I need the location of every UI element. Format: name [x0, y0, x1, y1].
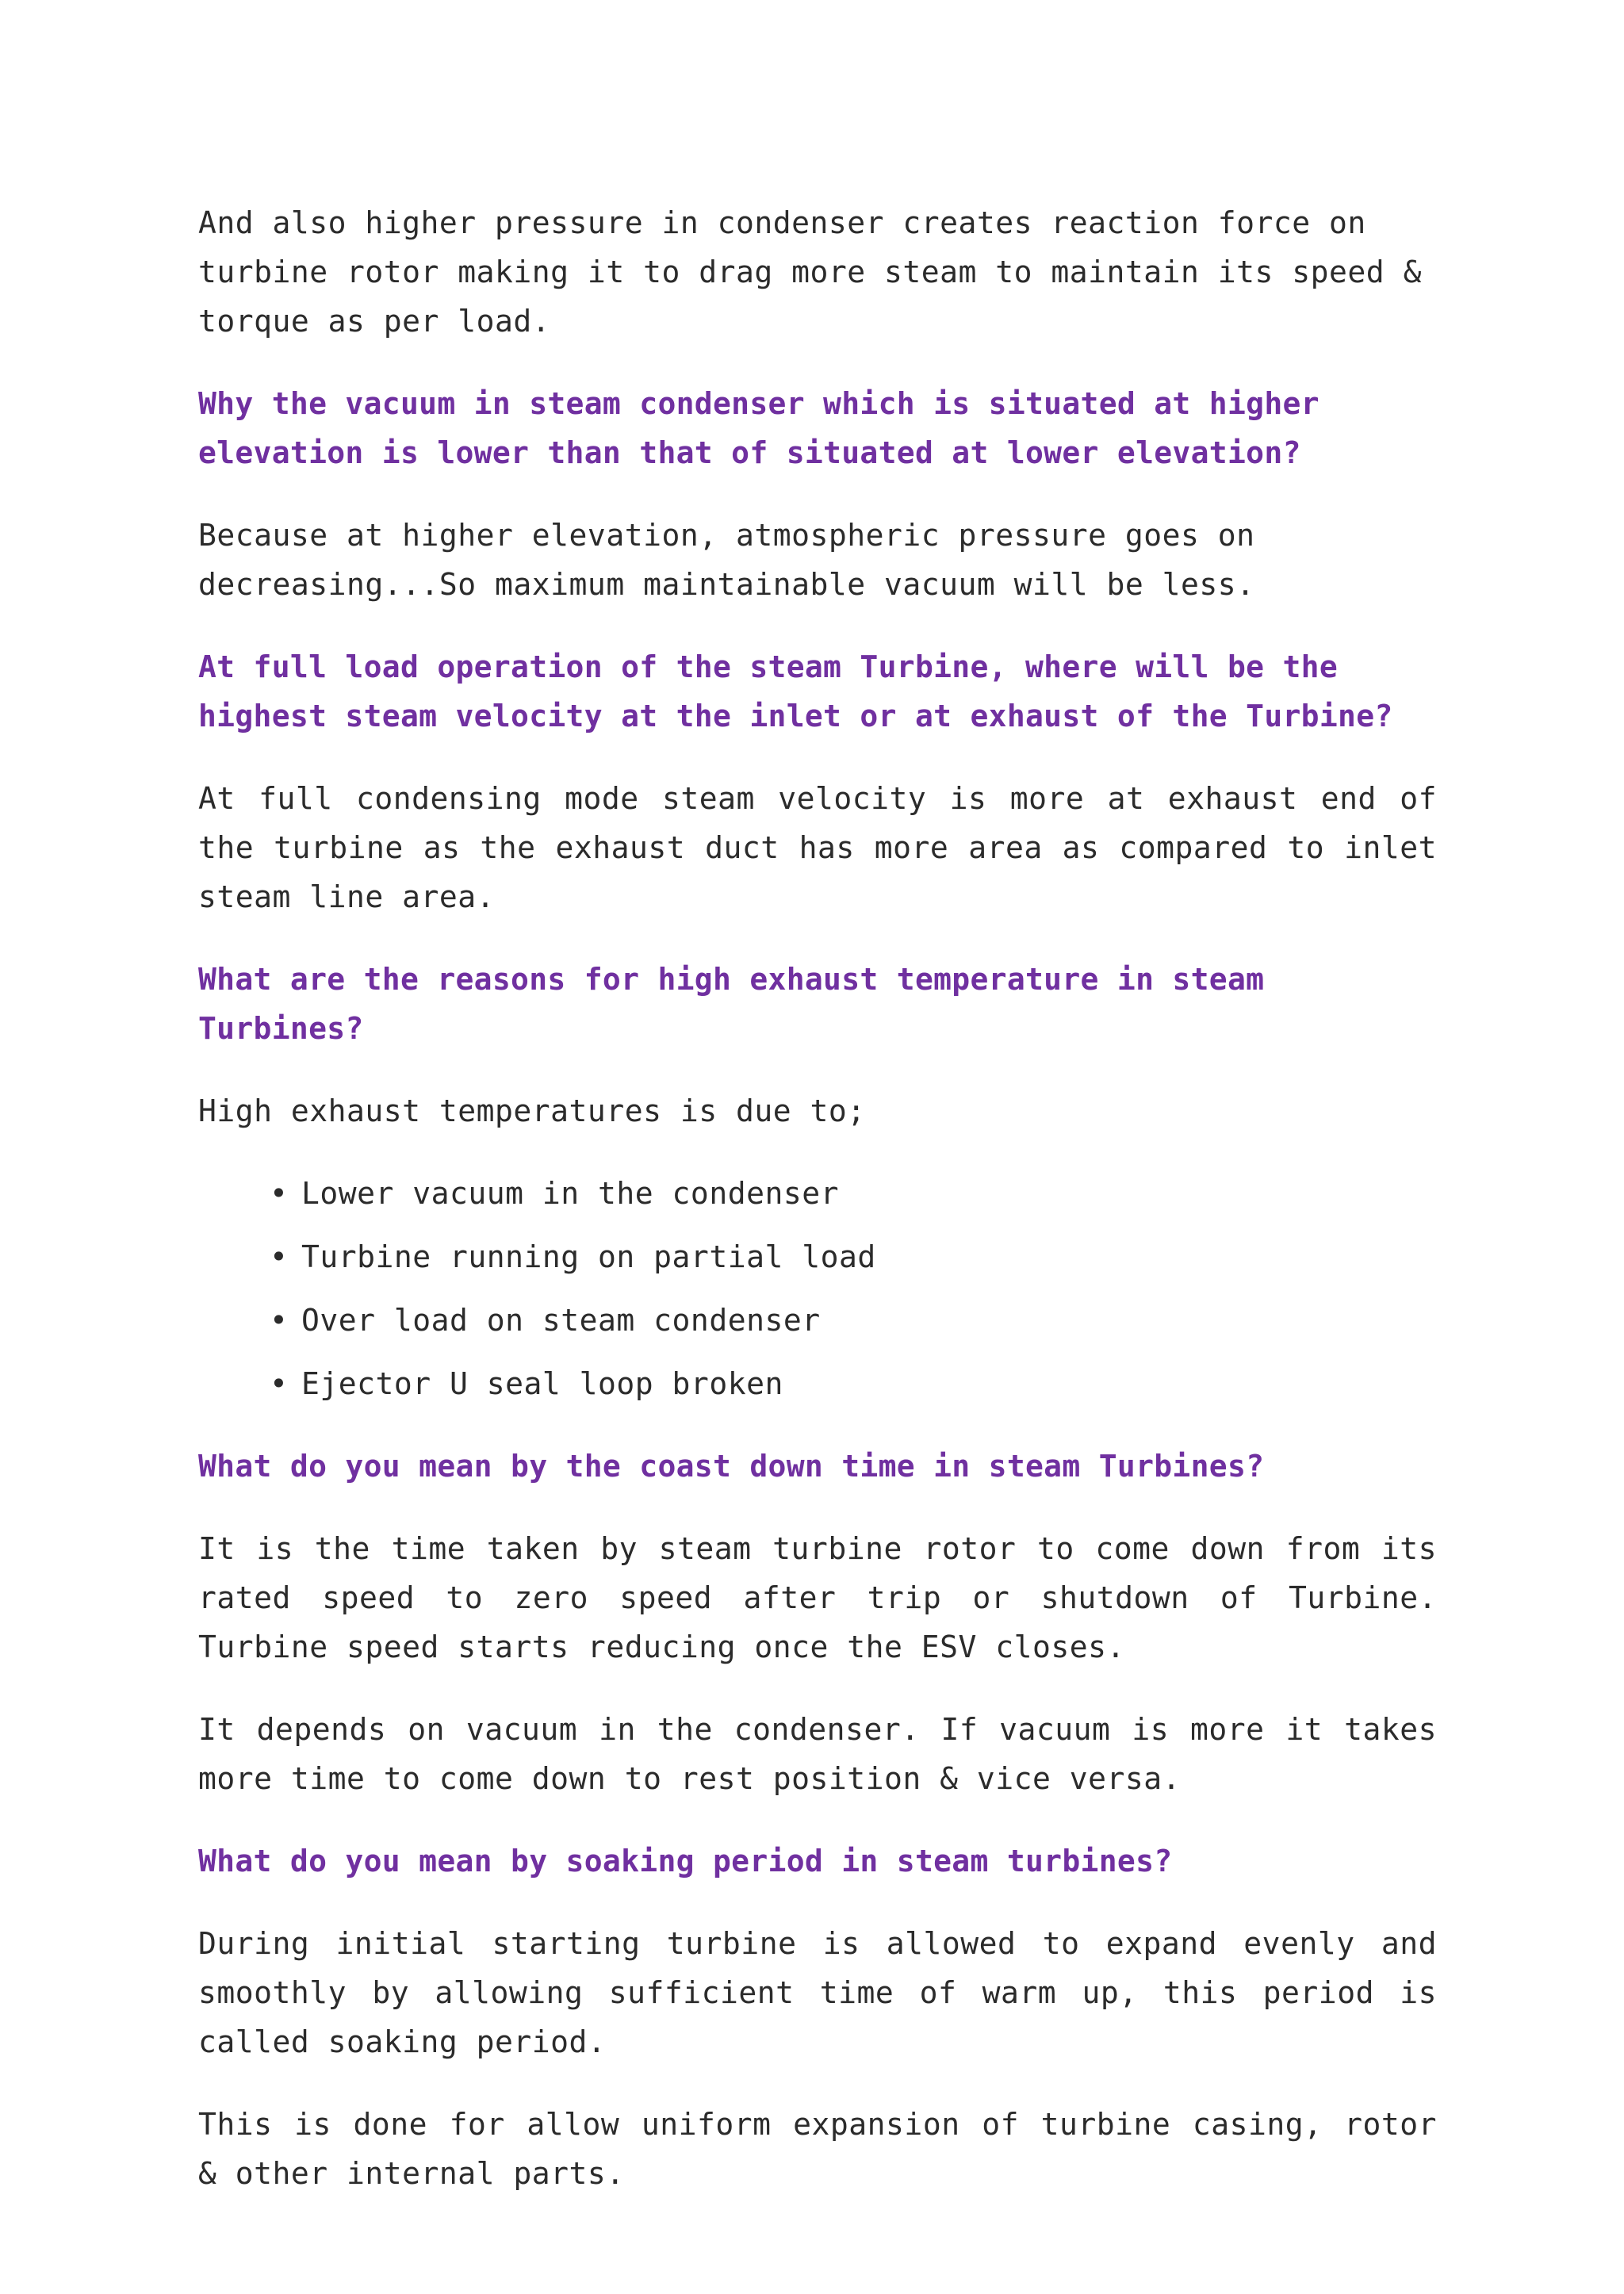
paragraph-condenser-pressure: And also higher pressure in condenser creates reaction force on turbine rotor making it to drag more steam to maintain its speed & torque as per load.: [198, 205, 1422, 339]
list-item: [270, 1359, 1437, 1408]
paragraph-soaking-purpose: This is done for allow uniform expansion of turbine casing, rotor & other internal parts.: [198, 2107, 1437, 2191]
paragraph-soaking-definition: During initial starting turbine is allowed to expand evenly and smoothly by allowing sufficient time of warm up, this period is called soaking period.: [198, 1926, 1437, 2059]
bullet-icon: •: [270, 1366, 289, 1401]
paragraph-coast-down-definition: It is the time taken by steam turbine rotor to come down from its rated speed to zero speed after trip or shutdown of Turbine. Turbine speed starts reducing once the ESV closes.: [198, 1531, 1437, 1664]
question-heading-soaking-period: What do you mean by soaking period in steam turbines?: [198, 1844, 1173, 1878]
bullet-icon: •: [270, 1303, 289, 1338]
paragraph-coast-down-vacuum: It depends on vacuum in the condenser. If vacuum is more it takes more time to come down to rest position & vice versa.: [198, 1712, 1437, 1796]
list-item-text: Ejector U seal loop broken: [301, 1366, 783, 1401]
document-page: [198, 198, 1437, 2231]
question-heading-exhaust-temperature: What are the reasons for high exhaust temperature in steam Turbines?: [198, 962, 1265, 1046]
list-item-text: Turbine running on partial load: [301, 1239, 876, 1274]
list-item: [270, 1169, 1437, 1218]
paragraph-exhaust-intro: High exhaust temperatures is due to;: [198, 1093, 866, 1128]
list-item-text: Lower vacuum in the condenser: [301, 1176, 839, 1211]
question-heading-steam-velocity: At full load operation of the steam Turbine, where will be the highest steam velocity at the inlet or at exhaust of the Turbine?: [198, 649, 1393, 733]
paragraph-velocity-answer: At full condensing mode steam velocity is more at exhaust end of the turbine as the exhaust duct has more area as compared to inlet steam line area.: [198, 781, 1437, 914]
bullet-icon: •: [270, 1239, 289, 1274]
list-item-text: Over load on steam condenser: [301, 1303, 821, 1338]
list-item: [270, 1296, 1437, 1345]
question-heading-coast-down-time: What do you mean by the coast down time in steam Turbines?: [198, 1449, 1265, 1484]
list-item: [270, 1232, 1437, 1281]
exhaust-reasons-list: [198, 1169, 1437, 1408]
paragraph-elevation-answer: Because at higher elevation, atmospheric pressure goes on decreasing...So maximum maintainable vacuum will be less.: [198, 518, 1255, 602]
question-heading-vacuum-elevation: Why the vacuum in steam condenser which is situated at higher elevation is lower than that of situated at lower elevation?: [198, 386, 1320, 470]
bullet-icon: •: [270, 1176, 289, 1211]
